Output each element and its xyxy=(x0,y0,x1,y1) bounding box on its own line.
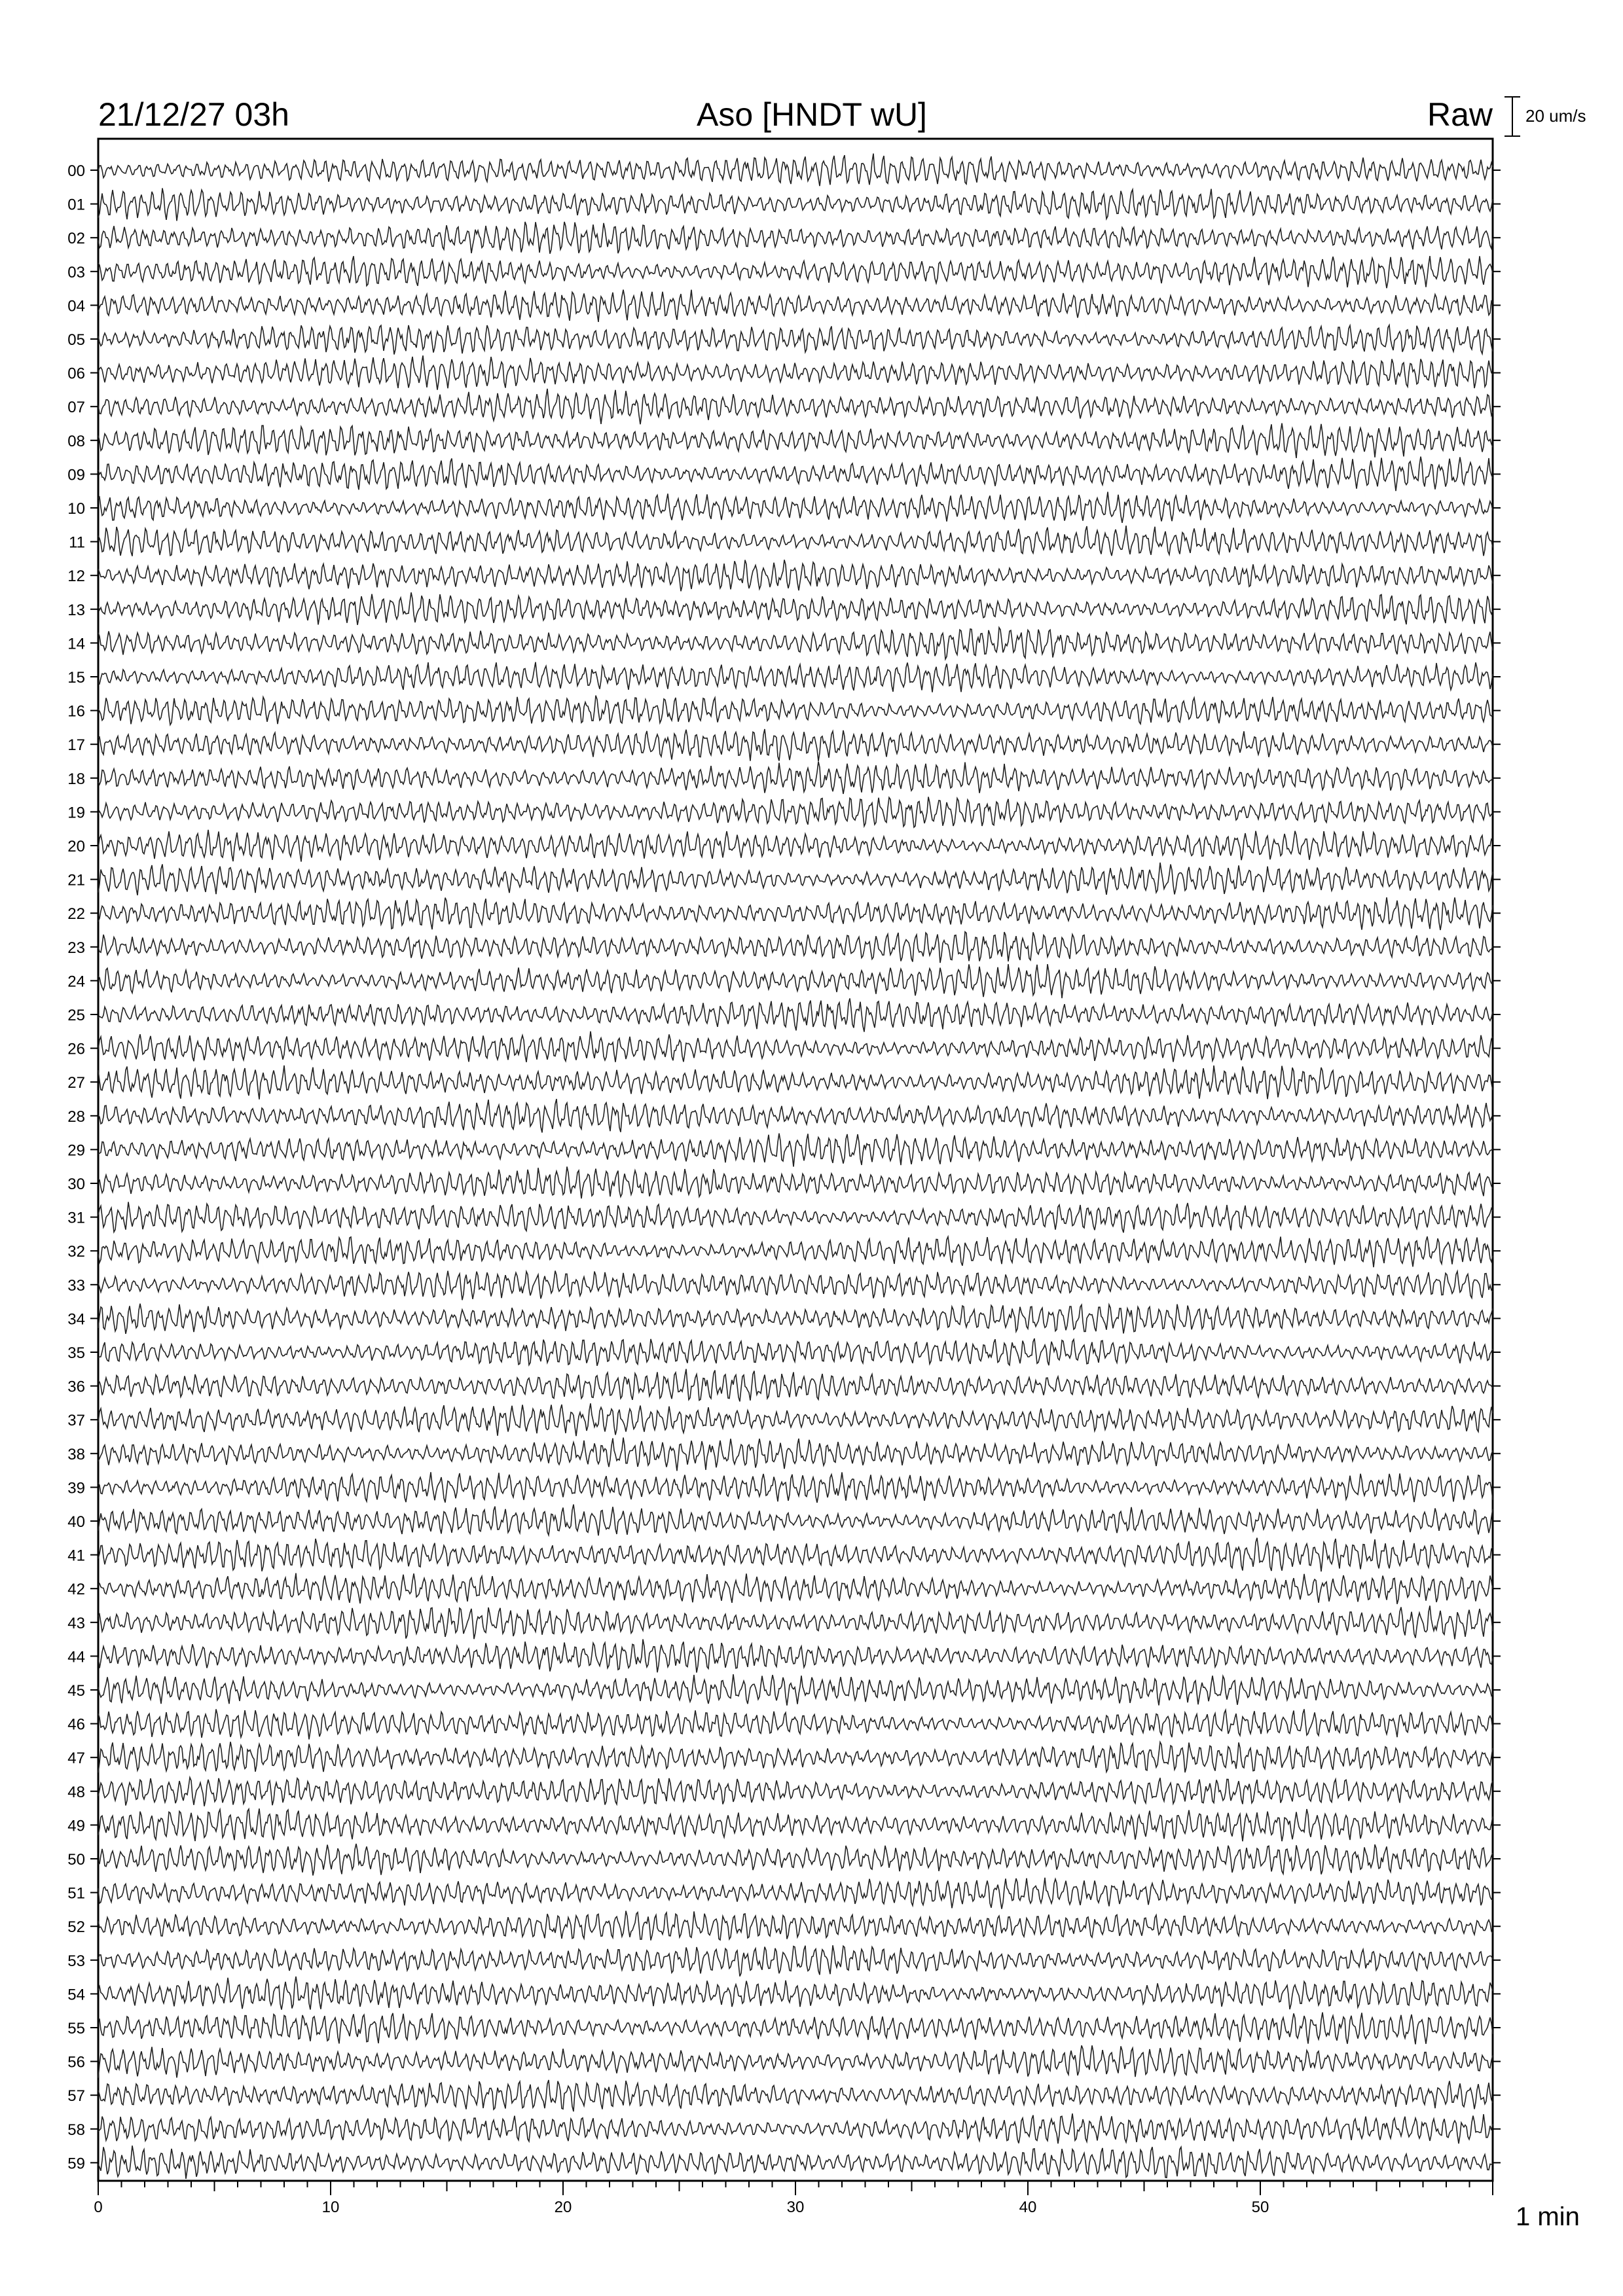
row-label: 07 xyxy=(67,399,85,417)
trace-line xyxy=(98,188,1493,221)
trace-line xyxy=(98,1808,1493,1841)
trace-line xyxy=(98,1878,1493,1909)
row-label: 38 xyxy=(67,1445,85,1463)
row-label: 12 xyxy=(67,567,85,586)
row-label: 22 xyxy=(67,905,85,924)
row-label: 39 xyxy=(67,1479,85,1498)
trace-line xyxy=(98,1202,1493,1232)
row-label: 58 xyxy=(67,2121,85,2139)
trace-line xyxy=(98,1911,1493,1941)
row-label: 09 xyxy=(67,466,85,484)
trace-line xyxy=(98,154,1493,187)
trace-line xyxy=(98,1437,1493,1471)
trace-line xyxy=(98,1099,1493,1132)
chart-title-right: Raw xyxy=(1427,96,1493,133)
row-label: 55 xyxy=(67,2020,85,2037)
trace-line xyxy=(98,964,1493,998)
row-label: 40 xyxy=(67,1513,85,1531)
trace-line xyxy=(98,1778,1493,1806)
row-label: 10 xyxy=(67,500,85,518)
trace-line xyxy=(98,897,1493,930)
trace-line xyxy=(98,1640,1493,1673)
trace-line xyxy=(98,1945,1493,1976)
row-label: 17 xyxy=(67,736,85,755)
trace-line xyxy=(98,1369,1493,1402)
trace-line xyxy=(98,1674,1493,1706)
row-label: 06 xyxy=(67,365,85,383)
row-label: 47 xyxy=(67,1749,85,1768)
x-tick-label: 0 xyxy=(94,2198,103,2216)
trace-line xyxy=(98,1134,1493,1167)
row-label: 04 xyxy=(67,297,85,315)
row-label: 44 xyxy=(67,1648,85,1666)
row-label: 41 xyxy=(67,1547,85,1565)
trace-group xyxy=(98,154,1493,2179)
row-label: 34 xyxy=(67,1310,85,1329)
trace-line xyxy=(98,256,1493,288)
row-label: 53 xyxy=(67,1952,85,1970)
trace-line xyxy=(98,1538,1493,1572)
trace-line xyxy=(98,662,1493,692)
trace-line xyxy=(98,1742,1493,1772)
trace-line xyxy=(98,2145,1493,2179)
chart-title-center: Aso [HNDT wU] xyxy=(697,96,927,133)
chart-title-left: 21/12/27 03h xyxy=(98,96,289,133)
trace-line xyxy=(98,2013,1493,2045)
trace-line xyxy=(98,1271,1493,1300)
row-label: 42 xyxy=(67,1581,85,1599)
trace-line xyxy=(98,1338,1493,1366)
row-label: 15 xyxy=(67,669,85,687)
trace-line xyxy=(98,1403,1493,1436)
trace-line xyxy=(98,2113,1493,2144)
row-label: 25 xyxy=(67,1007,85,1024)
row-label: 24 xyxy=(67,973,85,991)
trace-line xyxy=(98,1844,1493,1876)
trace-line xyxy=(98,998,1493,1031)
row-label: 19 xyxy=(67,804,85,822)
trace-line xyxy=(98,628,1493,659)
row-label: 13 xyxy=(67,601,85,619)
row-label: 37 xyxy=(67,1412,85,1430)
trace-line xyxy=(98,1977,1493,2010)
trace-line xyxy=(98,1505,1493,1536)
trace-line xyxy=(98,492,1493,523)
x-tick-label: 30 xyxy=(786,2198,805,2216)
row-label: 30 xyxy=(67,1175,85,1193)
trace-line xyxy=(98,526,1493,556)
row-label: 56 xyxy=(67,2053,85,2072)
trace-line xyxy=(98,1031,1493,1062)
x-tick-label: 40 xyxy=(1019,2198,1037,2216)
trace-line xyxy=(98,290,1493,322)
row-label: 01 xyxy=(67,196,85,214)
trace-line xyxy=(98,1709,1493,1739)
row-label: 43 xyxy=(67,1614,85,1632)
row-label: 11 xyxy=(69,533,85,552)
trace-line xyxy=(98,2045,1493,2077)
trace-line xyxy=(98,355,1493,389)
trace-line xyxy=(98,830,1493,862)
row-label: 18 xyxy=(67,770,85,788)
row-label: 28 xyxy=(67,1107,85,1126)
trace-line xyxy=(98,1066,1493,1100)
scale-bar-label: 20 um/s xyxy=(1525,106,1586,126)
row-label: 45 xyxy=(67,1682,85,1700)
trace-line xyxy=(98,762,1493,795)
row-label: 31 xyxy=(67,1209,85,1227)
trace-line xyxy=(98,1236,1493,1267)
row-label: 03 xyxy=(67,263,85,281)
trace-line xyxy=(98,457,1493,492)
trace-line xyxy=(98,797,1493,828)
trace-line xyxy=(98,1167,1493,1199)
x-tick-label: 10 xyxy=(321,2198,340,2216)
row-label: 05 xyxy=(67,331,85,349)
x-axis-ticks xyxy=(94,2181,1493,2216)
row-label: 14 xyxy=(67,635,85,653)
row-label: 27 xyxy=(67,1074,85,1092)
trace-line xyxy=(98,325,1493,355)
row-label: 54 xyxy=(67,1986,85,2004)
row-label: 02 xyxy=(67,230,85,248)
trace-line xyxy=(98,560,1493,591)
row-label: 08 xyxy=(67,432,85,450)
trace-line xyxy=(98,932,1493,963)
trace-line xyxy=(98,863,1493,895)
row-label: 49 xyxy=(67,1817,85,1835)
trace-line xyxy=(98,222,1493,254)
row-label: 36 xyxy=(67,1378,85,1396)
row-label: 57 xyxy=(67,2087,85,2106)
row-label: 50 xyxy=(67,1851,85,1869)
row-label: 23 xyxy=(67,939,85,957)
x-unit-label: 1 min xyxy=(1516,2202,1580,2231)
row-label: 26 xyxy=(67,1040,85,1058)
trace-line xyxy=(98,1304,1493,1334)
trace-line xyxy=(98,389,1493,424)
row-label: 46 xyxy=(67,1715,85,1734)
row-label: 35 xyxy=(67,1344,85,1362)
row-label: 33 xyxy=(67,1276,85,1295)
row-label: 16 xyxy=(67,702,85,721)
row-label: 29 xyxy=(67,1141,85,1160)
trace-line xyxy=(98,1573,1493,1604)
row-label: 59 xyxy=(67,2155,85,2173)
row-label: 51 xyxy=(67,1884,85,1903)
trace-line xyxy=(98,2080,1493,2111)
row-label: 32 xyxy=(67,1243,85,1261)
scale-bar xyxy=(1504,97,1586,136)
row-label: 21 xyxy=(67,871,85,889)
trace-line xyxy=(98,592,1493,625)
row-label: 48 xyxy=(67,1783,85,1801)
trace-line xyxy=(98,729,1493,761)
row-label: 20 xyxy=(67,838,85,855)
trace-line xyxy=(98,1605,1493,1639)
x-tick-label: 50 xyxy=(1251,2198,1269,2216)
trace-line xyxy=(98,696,1493,725)
x-tick-label: 20 xyxy=(554,2198,572,2216)
trace-line xyxy=(98,1472,1493,1503)
row-label: 52 xyxy=(67,1918,85,1937)
trace-line xyxy=(98,423,1493,458)
row-label: 00 xyxy=(67,162,85,180)
